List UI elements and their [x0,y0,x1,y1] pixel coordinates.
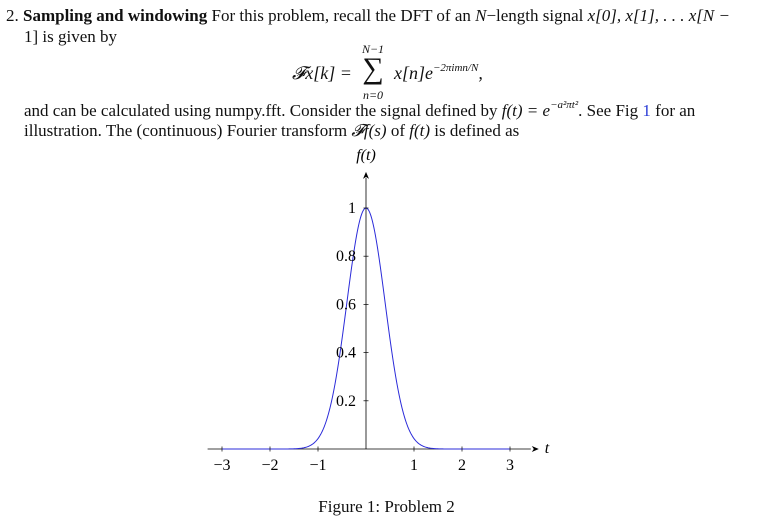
dft-trail: , [478,63,483,83]
problem-title: Sampling and windowing [23,6,208,25]
plot-ticks [213,200,514,474]
n-var: N [475,6,487,25]
y-tick-label: 0.4 [336,344,356,362]
sum-symbol: ∑ [362,52,384,85]
x-tick-label: 1 [410,457,418,474]
p2-text-a: and can be calculated using [24,101,211,120]
x-tick-label: 3 [506,457,514,474]
intro-line2-b: is given by [42,27,118,46]
y-axis-arrow [363,172,369,179]
x-tick-label: −2 [261,457,279,474]
problem-number: 2. [6,6,19,25]
x-tick-label: −1 [309,457,327,474]
dft-rhs-base: x[n]e [394,63,433,83]
p2-text-c: . See Fig [578,101,639,120]
p2-text-d: for an [655,101,696,120]
p2-line2-c: is defined as [434,121,520,140]
x-tick-label: 2 [458,457,466,474]
dft-rhs-exponent: −2πimn/N [433,62,479,74]
sum-lower: n=0 [362,88,384,102]
y-tick-label: 0.8 [336,248,356,266]
p2-text-b: . Consider the signal defined by [281,101,498,120]
p2-ft: f(t) [409,121,431,140]
p2-line2-b: of [390,121,405,140]
y-tick-label: 0.2 [336,392,356,410]
y-axis-label: f(t) [356,146,376,164]
fig-ref-link[interactable]: 1 [642,101,651,120]
x-axis-arrow [532,446,539,452]
plot-axes [208,147,550,457]
p2-Ff: 𝓕f(s) [351,121,387,140]
intro-text-a: For this problem, recall the DFT of an [211,6,471,25]
y-tick-label: 0.6 [336,296,356,314]
sum-upper: N−1 [361,42,385,56]
y-tick-label: 1 [348,200,356,217]
intro-text-b: −length signal [486,6,584,25]
x-tick-label: −3 [213,457,231,474]
f-def-lhs: f(t) = e [501,101,551,120]
signal-list: x[0], x[1], . . . x[N − [587,6,730,25]
f-def-exp: −a²πt² [550,99,579,111]
p2-line2-a: illustration. The (continuous) Fourier transform [24,121,348,140]
p2-code: numpy.fft [215,101,282,120]
dft-lhs: 𝓕x[k] = [292,63,352,83]
figure-caption: Figure 1: Problem 2 [318,497,455,516]
intro-line2-a: 1] [24,27,39,46]
x-axis-label: t [544,440,550,457]
